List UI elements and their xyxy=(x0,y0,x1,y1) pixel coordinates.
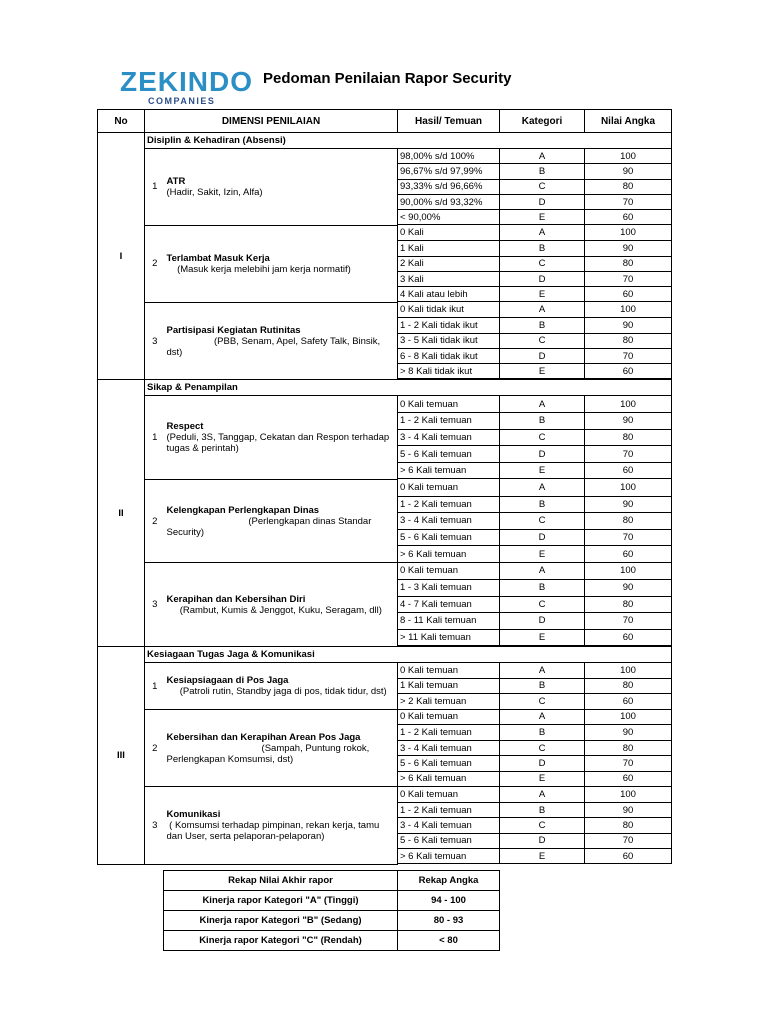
score-cell: 70 xyxy=(585,613,672,630)
header-nilai: Nilai Angka xyxy=(585,110,672,133)
category-cell: C xyxy=(500,429,585,446)
score-cell: 60 xyxy=(585,546,672,563)
dimension-cell xyxy=(165,479,398,562)
section-number: I xyxy=(98,133,145,380)
score-cell: 70 xyxy=(585,529,672,546)
criteria-row xyxy=(98,563,672,580)
score-cell: 100 xyxy=(585,787,672,802)
score-cell: 100 xyxy=(585,663,672,678)
result-cell: 0 Kali tidak ikut xyxy=(398,302,500,317)
dimension-cell xyxy=(165,149,398,226)
score-cell: 60 xyxy=(585,694,672,709)
rekap-header-label: Rekap Nilai Akhir rapor xyxy=(164,871,398,891)
score-cell: 100 xyxy=(585,710,672,725)
result-cell: 6 - 8 Kali tidak ikut xyxy=(398,348,500,363)
dimension-cell xyxy=(165,710,398,787)
result-cell: 3 Kali xyxy=(398,271,500,286)
result-cell: 8 - 11 Kali temuan xyxy=(398,613,500,630)
result-cell: 3 - 4 Kali temuan xyxy=(398,740,500,755)
section-number: III xyxy=(98,647,145,865)
category-cell: A xyxy=(500,710,585,725)
section-title: Sikap & Penampilan xyxy=(145,380,672,396)
score-cell: 100 xyxy=(585,396,672,413)
criteria-row xyxy=(98,225,672,240)
rekap-row xyxy=(164,931,500,951)
dimension-cell xyxy=(165,563,398,647)
score-cell: 80 xyxy=(585,818,672,833)
item-number: 3 xyxy=(145,302,165,379)
result-cell: 1 - 2 Kali temuan xyxy=(398,413,500,430)
score-cell: 90 xyxy=(585,579,672,596)
item-number: 1 xyxy=(145,396,165,479)
score-cell: 80 xyxy=(585,596,672,613)
criteria-row xyxy=(98,396,672,413)
result-cell: 1 - 2 Kali tidak ikut xyxy=(398,318,500,333)
rekap-row xyxy=(164,891,500,911)
score-cell: 100 xyxy=(585,563,672,580)
score-cell: 80 xyxy=(585,678,672,693)
result-cell: 1 - 3 Kali temuan xyxy=(398,579,500,596)
category-cell: E xyxy=(500,771,585,786)
score-cell: 70 xyxy=(585,271,672,286)
result-cell: 5 - 6 Kali temuan xyxy=(398,756,500,771)
criteria-row xyxy=(98,302,672,317)
category-cell: A xyxy=(500,396,585,413)
header-kategori: Kategori xyxy=(500,110,585,133)
result-cell: > 8 Kali tidak ikut xyxy=(398,364,500,379)
score-cell: 90 xyxy=(585,318,672,333)
table-header-row xyxy=(98,110,672,133)
score-cell: 90 xyxy=(585,164,672,179)
score-cell: 90 xyxy=(585,496,672,513)
category-cell: B xyxy=(500,725,585,740)
dimension-name: Partisipasi Kegiatan Rutinitas xyxy=(166,324,301,336)
category-cell: C xyxy=(500,179,585,194)
item-number: 1 xyxy=(145,663,165,710)
criteria-row xyxy=(98,787,672,802)
category-cell: E xyxy=(500,287,585,302)
criteria-row xyxy=(98,710,672,725)
rekap-header-row xyxy=(164,871,500,891)
score-cell: 90 xyxy=(585,802,672,817)
header-hasil: Hasil/ Temuan xyxy=(398,110,500,133)
dimension-name: Kesiapsiagaan di Pos Jaga xyxy=(166,675,289,687)
dimension-description: (Hadir, Sakit, Izin, Alfa) xyxy=(166,186,263,198)
assessment-table xyxy=(97,109,672,865)
score-cell: 60 xyxy=(585,462,672,479)
item-number: 2 xyxy=(145,225,165,302)
rekap-label: Kinerja rapor Kategori "B" (Sedang) xyxy=(164,911,398,931)
category-cell: A xyxy=(500,225,585,240)
category-cell: C xyxy=(500,596,585,613)
score-cell: 60 xyxy=(585,210,672,225)
score-cell: 60 xyxy=(585,287,672,302)
score-cell: 100 xyxy=(585,479,672,496)
result-cell: 0 Kali temuan xyxy=(398,563,500,580)
category-cell: B xyxy=(500,579,585,596)
result-cell: 5 - 6 Kali temuan xyxy=(398,529,500,546)
result-cell: 3 - 4 Kali temuan xyxy=(398,513,500,530)
item-number: 1 xyxy=(145,149,165,226)
category-cell: D xyxy=(500,271,585,286)
item-number: 2 xyxy=(145,479,165,562)
score-cell: 90 xyxy=(585,725,672,740)
category-cell: B xyxy=(500,241,585,256)
result-cell: 4 Kali atau lebih xyxy=(398,287,500,302)
score-cell: 60 xyxy=(585,629,672,646)
score-cell: 80 xyxy=(585,513,672,530)
result-cell: 1 - 2 Kali temuan xyxy=(398,802,500,817)
logo-wordmark: ZEKINDO xyxy=(120,66,253,97)
result-cell: 5 - 6 Kali temuan xyxy=(398,833,500,848)
category-cell: D xyxy=(500,446,585,463)
category-cell: C xyxy=(500,333,585,348)
category-cell: C xyxy=(500,513,585,530)
result-cell: 2 Kali xyxy=(398,256,500,271)
rekap-row xyxy=(164,911,500,931)
result-cell: > 6 Kali temuan xyxy=(398,462,500,479)
dimension-name: Kebersihan dan Kerapihan Arean Pos Jaga xyxy=(166,731,361,743)
category-cell: D xyxy=(500,833,585,848)
category-cell: A xyxy=(500,149,585,164)
result-cell: 98,00% s/d 100% xyxy=(398,149,500,164)
section-row xyxy=(98,133,672,149)
dimension-description: (Peduli, 3S, Tanggap, Cekatan dan Respon terhadap tugas & perintah) xyxy=(166,432,392,455)
category-cell: E xyxy=(500,546,585,563)
score-cell: 70 xyxy=(585,446,672,463)
section-row xyxy=(98,647,672,663)
dimension-description: (PBB, Senam, Apel, Safety Talk, Binsik, dst) xyxy=(166,335,383,358)
category-cell: B xyxy=(500,318,585,333)
category-cell: E xyxy=(500,849,585,864)
dimension-description: (Masuk kerja melebihi jam kerja normatif) xyxy=(166,263,351,275)
result-cell: 3 - 4 Kali temuan xyxy=(398,818,500,833)
category-cell: E xyxy=(500,462,585,479)
item-number: 3 xyxy=(145,787,165,864)
result-cell: 0 Kali temuan xyxy=(398,787,500,802)
score-cell: 100 xyxy=(585,149,672,164)
dimension-name: Kerapihan dan Kebersihan Diri xyxy=(166,593,306,605)
category-cell: C xyxy=(500,818,585,833)
dimension-cell xyxy=(165,225,398,302)
result-cell: 0 Kali temuan xyxy=(398,710,500,725)
rekap-header-value: Rekap Angka xyxy=(398,871,500,891)
rekap-label: Kinerja rapor Kategori "A" (Tinggi) xyxy=(164,891,398,911)
section-title: Kesiagaan Tugas Jaga & Komunikasi xyxy=(145,647,672,663)
result-cell: > 11 Kali temuan xyxy=(398,629,500,646)
category-cell: A xyxy=(500,663,585,678)
dimension-cell xyxy=(165,663,398,710)
score-cell: 80 xyxy=(585,333,672,348)
score-cell: 80 xyxy=(585,429,672,446)
company-logo xyxy=(120,66,253,106)
result-cell: 3 - 4 Kali temuan xyxy=(398,429,500,446)
criteria-row xyxy=(98,663,672,678)
rekap-table xyxy=(163,870,500,951)
item-number: 2 xyxy=(145,710,165,787)
rekap-value: 94 - 100 xyxy=(398,891,500,911)
result-cell: 0 Kali temuan xyxy=(398,396,500,413)
score-cell: 70 xyxy=(585,348,672,363)
category-cell: B xyxy=(500,678,585,693)
dimension-cell xyxy=(165,302,398,379)
score-cell: 60 xyxy=(585,849,672,864)
dimension-name: ATR xyxy=(166,175,186,187)
score-cell: 80 xyxy=(585,256,672,271)
category-cell: A xyxy=(500,302,585,317)
dimension-description: (Sampah, Puntung rokok, Perlengkapan Komsumsi, dst) xyxy=(166,742,372,765)
result-cell: 1 - 2 Kali temuan xyxy=(398,725,500,740)
result-cell: > 6 Kali temuan xyxy=(398,546,500,563)
result-cell: 0 Kali temuan xyxy=(398,479,500,496)
dimension-name: Respect xyxy=(166,421,204,433)
dimension-cell xyxy=(165,787,398,864)
section-row xyxy=(98,380,672,396)
category-cell: B xyxy=(500,413,585,430)
score-cell: 70 xyxy=(585,756,672,771)
result-cell: 1 Kali xyxy=(398,241,500,256)
assessment-body xyxy=(98,133,672,865)
header-no: No xyxy=(98,110,145,133)
category-cell: A xyxy=(500,787,585,802)
rekap-value: 80 - 93 xyxy=(398,911,500,931)
result-cell: 0 Kali temuan xyxy=(398,663,500,678)
logo-subtitle: COMPANIES xyxy=(148,96,216,106)
category-cell: C xyxy=(500,256,585,271)
dimension-description: ( Komsumsi terhadap pimpinan, rekan kerja, tamu dan User, serta pelaporan-pelaporan) xyxy=(166,820,382,843)
rekap-label: Kinerja rapor Kategori "C" (Rendah) xyxy=(164,931,398,951)
category-cell: D xyxy=(500,194,585,209)
score-cell: 80 xyxy=(585,740,672,755)
result-cell: 3 - 5 Kali tidak ikut xyxy=(398,333,500,348)
score-cell: 100 xyxy=(585,225,672,240)
criteria-row xyxy=(98,479,672,496)
spacer-cell xyxy=(398,864,672,865)
result-cell: 5 - 6 Kali temuan xyxy=(398,446,500,463)
score-cell: 60 xyxy=(585,364,672,379)
category-cell: C xyxy=(500,694,585,709)
dimension-description: (Rambut, Kumis & Jenggot, Kuku, Seragam, dll) xyxy=(166,604,382,616)
result-cell: 96,67% s/d 97,99% xyxy=(398,164,500,179)
result-cell: 1 - 2 Kali temuan xyxy=(398,496,500,513)
category-cell: B xyxy=(500,164,585,179)
dimension-cell xyxy=(165,396,398,479)
section-title: Disiplin & Kehadiran (Absensi) xyxy=(145,133,672,149)
result-cell: < 90,00% xyxy=(398,210,500,225)
category-cell: B xyxy=(500,802,585,817)
section-number: II xyxy=(98,380,145,647)
dimension-name: Terlambat Masuk Kerja xyxy=(166,252,270,264)
result-cell: 1 Kali temuan xyxy=(398,678,500,693)
score-cell: 70 xyxy=(585,194,672,209)
category-cell: D xyxy=(500,756,585,771)
score-cell: 90 xyxy=(585,413,672,430)
page-title: Pedoman Penilaian Rapor Security xyxy=(263,70,512,87)
score-cell: 100 xyxy=(585,302,672,317)
score-cell: 80 xyxy=(585,179,672,194)
header-dimensi: DIMENSI PENILAIAN xyxy=(145,110,398,133)
category-cell: A xyxy=(500,479,585,496)
category-cell: E xyxy=(500,629,585,646)
result-cell: > 6 Kali temuan xyxy=(398,771,500,786)
category-cell: E xyxy=(500,210,585,225)
result-cell: 0 Kali xyxy=(398,225,500,240)
dimension-name: Komunikasi xyxy=(166,809,221,821)
criteria-row xyxy=(98,149,672,164)
result-cell: > 2 Kali temuan xyxy=(398,694,500,709)
category-cell: D xyxy=(500,348,585,363)
score-cell: 60 xyxy=(585,771,672,786)
category-cell: E xyxy=(500,364,585,379)
dimension-description: (Patroli rutin, Standby jaga di pos, tidak tidur, dst) xyxy=(166,686,387,698)
item-number: 3 xyxy=(145,563,165,647)
rekap-value: < 80 xyxy=(398,931,500,951)
dimension-name: Kelengkapan Perlengkapan Dinas xyxy=(166,504,320,516)
category-cell: A xyxy=(500,563,585,580)
category-cell: D xyxy=(500,613,585,630)
score-cell: 90 xyxy=(585,241,672,256)
score-cell: 70 xyxy=(585,833,672,848)
category-cell: D xyxy=(500,529,585,546)
result-cell: 4 - 7 Kali temuan xyxy=(398,596,500,613)
result-cell: 93,33% s/d 96,66% xyxy=(398,179,500,194)
category-cell: B xyxy=(500,496,585,513)
category-cell: C xyxy=(500,740,585,755)
result-cell: 90,00% s/d 93,32% xyxy=(398,194,500,209)
result-cell: > 6 Kali temuan xyxy=(398,849,500,864)
dimension-description: (Perlengkapan dinas Standar Security) xyxy=(166,515,375,538)
